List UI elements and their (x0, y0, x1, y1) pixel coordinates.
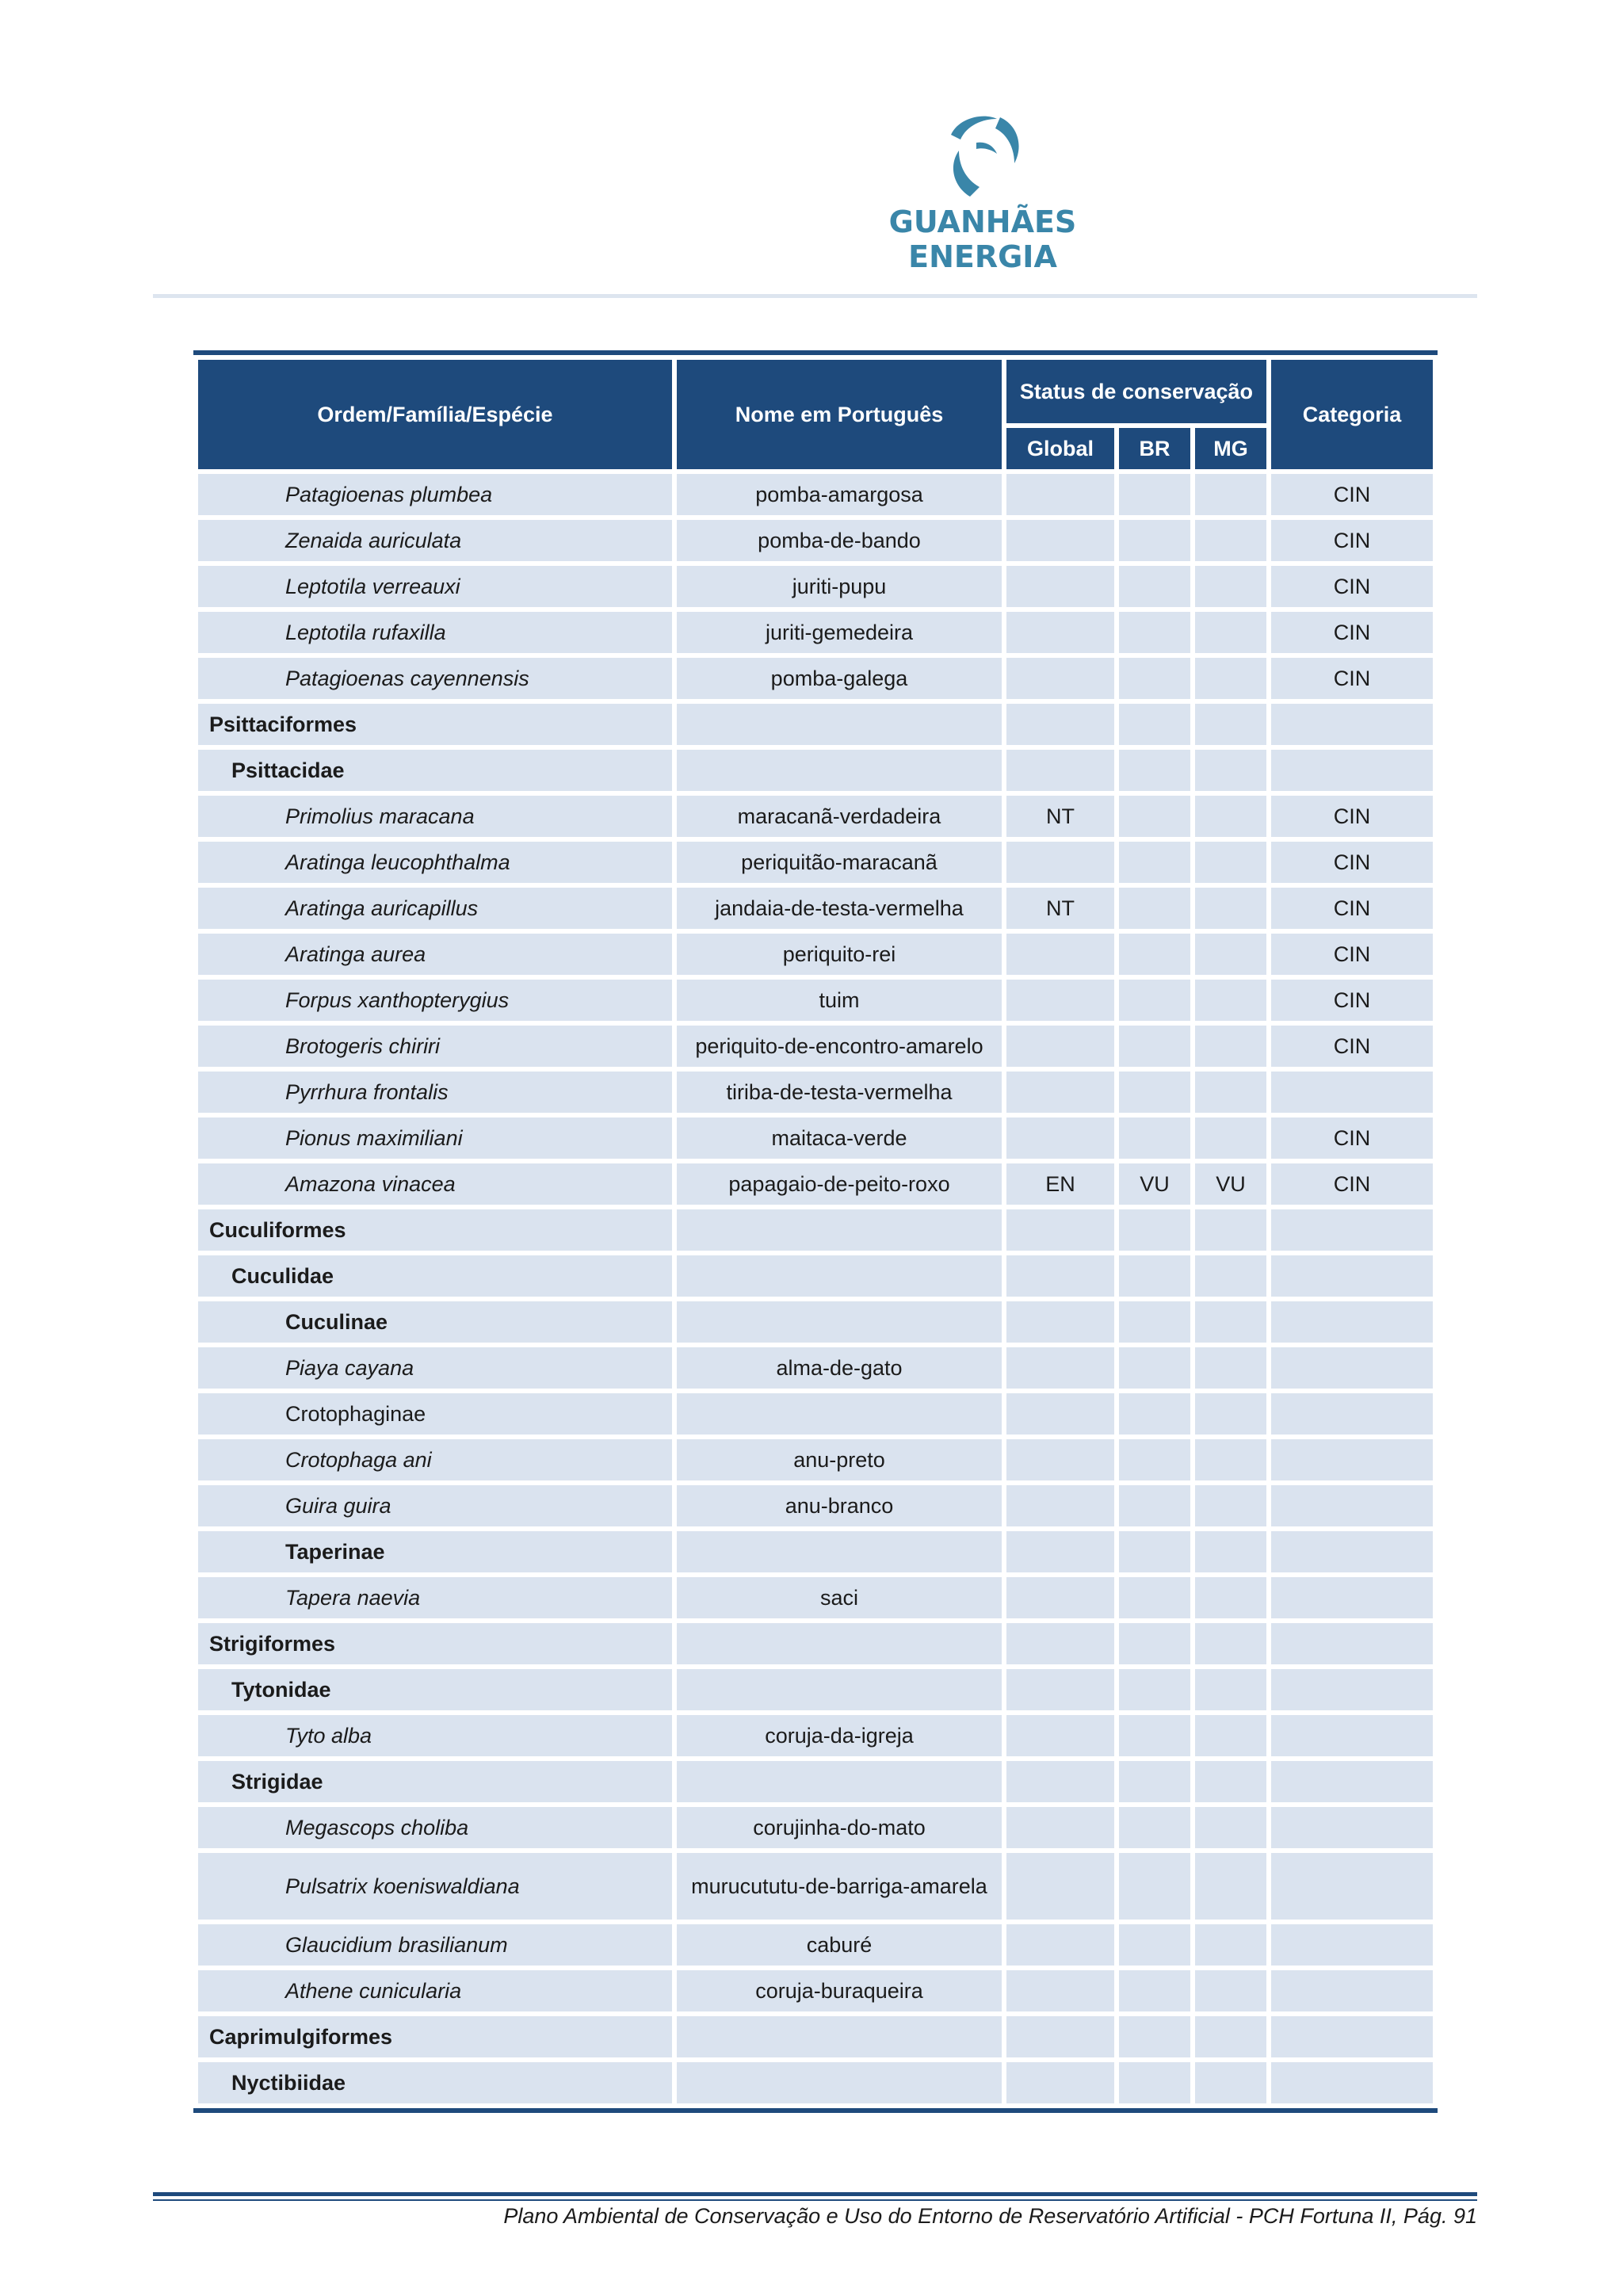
mg-status-cell (1195, 934, 1266, 975)
global-status-cell (1006, 612, 1114, 653)
global-status-cell (1006, 1577, 1114, 1618)
portuguese-name-cell: murucututu-de-barriga-amarela (677, 1853, 1002, 1920)
species-name-cell: Aratinga aurea (198, 934, 672, 975)
br-status-cell (1119, 750, 1190, 791)
global-status-cell: EN (1006, 1163, 1114, 1205)
mg-status-cell (1195, 1669, 1266, 1710)
species-name-cell: Strigidae (198, 1761, 672, 1802)
mg-status-cell (1195, 842, 1266, 883)
species-table (193, 350, 1438, 2113)
portuguese-name-cell: juriti-pupu (677, 566, 1002, 607)
category-cell (1271, 1209, 1433, 1251)
species-name-cell: Zenaida auriculata (198, 520, 672, 561)
br-status-cell (1119, 1531, 1190, 1572)
mg-status-cell (1195, 566, 1266, 607)
global-status-cell (1006, 1439, 1114, 1480)
portuguese-name-cell (677, 1761, 1002, 1802)
br-status-cell (1119, 704, 1190, 745)
footer-divider-thin (153, 2199, 1477, 2201)
table-row (198, 1853, 1433, 1920)
company-logo (824, 111, 1141, 274)
table-row (198, 474, 1433, 515)
portuguese-name-cell (677, 1209, 1002, 1251)
category-cell: CIN (1271, 796, 1433, 837)
species-name-cell: Athene cunicularia (198, 1970, 672, 2011)
portuguese-name-cell: juriti-gemedeira (677, 612, 1002, 653)
br-status-cell: VU (1119, 1163, 1190, 1205)
category-cell (1271, 1970, 1433, 2011)
table-row (198, 658, 1433, 699)
category-cell (1271, 1761, 1433, 1802)
mg-status-cell (1195, 888, 1266, 929)
swirl-logo-icon (935, 111, 1030, 202)
category-cell: CIN (1271, 1026, 1433, 1067)
table-row (198, 1347, 1433, 1389)
portuguese-name-cell (677, 1669, 1002, 1710)
global-status-cell (1006, 1485, 1114, 1526)
header-divider (153, 294, 1477, 298)
br-status-cell (1119, 474, 1190, 515)
species-name-cell: Pyrrhura frontalis (198, 1072, 672, 1113)
table-row (198, 1393, 1433, 1435)
global-status-cell (1006, 704, 1114, 745)
species-name-cell: Pionus maximiliani (198, 1117, 672, 1159)
br-status-cell (1119, 1255, 1190, 1297)
species-name-cell: Cuculinae (198, 1301, 672, 1343)
brand-name: GUANHÃES ENERGIA (888, 204, 1077, 274)
category-cell: CIN (1271, 934, 1433, 975)
table-row (198, 1807, 1433, 1848)
category-cell (1271, 1807, 1433, 1848)
species-name-cell: Crotophaga ani (198, 1439, 672, 1480)
category-cell: CIN (1271, 658, 1433, 699)
species-name-cell: Glaucidium brasilianum (198, 1924, 672, 1966)
category-cell (1271, 2016, 1433, 2057)
global-status-cell (1006, 1623, 1114, 1664)
br-status-cell (1119, 888, 1190, 929)
br-status-cell (1119, 658, 1190, 699)
header-mg: MG (1195, 428, 1266, 469)
table-row (198, 1531, 1433, 1572)
mg-status-cell (1195, 1393, 1266, 1435)
species-name-cell: Forpus xanthopterygius (198, 980, 672, 1021)
header-conservation-status: Status de conservação (1006, 360, 1266, 423)
mg-status-cell (1195, 796, 1266, 837)
category-cell: CIN (1271, 474, 1433, 515)
br-status-cell (1119, 1577, 1190, 1618)
species-name-cell: Cuculiformes (198, 1209, 672, 1251)
species-name-cell: Amazona vinacea (198, 1163, 672, 1205)
global-status-cell (1006, 934, 1114, 975)
br-status-cell (1119, 980, 1190, 1021)
global-status-cell: NT (1006, 796, 1114, 837)
category-cell: CIN (1271, 566, 1433, 607)
global-status-cell (1006, 1715, 1114, 1756)
species-name-cell: Strigiformes (198, 1623, 672, 1664)
br-status-cell (1119, 2062, 1190, 2103)
mg-status-cell (1195, 2062, 1266, 2103)
portuguese-name-cell (677, 1623, 1002, 1664)
category-cell (1271, 1393, 1433, 1435)
global-status-cell (1006, 2062, 1114, 2103)
table-row (198, 2062, 1433, 2103)
br-status-cell (1119, 1924, 1190, 1966)
table-row (198, 1439, 1433, 1480)
category-cell (1271, 1255, 1433, 1297)
mg-status-cell (1195, 1026, 1266, 1067)
mg-status-cell (1195, 750, 1266, 791)
species-name-cell: Patagioenas cayennensis (198, 658, 672, 699)
mg-status-cell (1195, 1439, 1266, 1480)
portuguese-name-cell (677, 1393, 1002, 1435)
footer-divider (153, 2192, 1477, 2196)
category-cell (1271, 1531, 1433, 1572)
global-status-cell (1006, 1301, 1114, 1343)
header-species: Ordem/Família/Espécie (198, 360, 672, 469)
portuguese-name-cell (677, 704, 1002, 745)
mg-status-cell (1195, 2016, 1266, 2057)
species-name-cell: Pulsatrix koeniswaldiana (198, 1853, 672, 1920)
category-cell (1271, 704, 1433, 745)
mg-status-cell (1195, 474, 1266, 515)
global-status-cell (1006, 1117, 1114, 1159)
br-status-cell (1119, 1485, 1190, 1526)
mg-status-cell (1195, 1485, 1266, 1526)
global-status-cell (1006, 474, 1114, 515)
category-cell (1271, 1669, 1433, 1710)
mg-status-cell (1195, 1347, 1266, 1389)
portuguese-name-cell: coruja-buraqueira (677, 1970, 1002, 2011)
portuguese-name-cell: pomba-amargosa (677, 474, 1002, 515)
br-status-cell (1119, 612, 1190, 653)
species-name-cell: Tytonidae (198, 1669, 672, 1710)
portuguese-name-cell: tuim (677, 980, 1002, 1021)
portuguese-name-cell (677, 1301, 1002, 1343)
mg-status-cell (1195, 1577, 1266, 1618)
mg-status-cell (1195, 1209, 1266, 1251)
table-row (198, 796, 1433, 837)
global-status-cell (1006, 658, 1114, 699)
table-body (198, 474, 1433, 2103)
br-status-cell (1119, 1072, 1190, 1113)
br-status-cell (1119, 842, 1190, 883)
portuguese-name-cell: maitaca-verde (677, 1117, 1002, 1159)
mg-status-cell (1195, 1117, 1266, 1159)
portuguese-name-cell: coruja-da-igreja (677, 1715, 1002, 1756)
global-status-cell (1006, 1347, 1114, 1389)
species-name-cell: Psittaciformes (198, 704, 672, 745)
header-category: Categoria (1271, 360, 1433, 469)
br-status-cell (1119, 796, 1190, 837)
table-row (198, 1117, 1433, 1159)
table-row (198, 1715, 1433, 1756)
global-status-cell (1006, 1970, 1114, 2011)
table-row (198, 566, 1433, 607)
mg-status-cell (1195, 1531, 1266, 1572)
species-name-cell: Leptotila verreauxi (198, 566, 672, 607)
footer-text: Plano Ambiental de Conservação e Uso do Entorno de Reservatório Artificial - PCH Fortuna II, Pág. 91 (503, 2204, 1477, 2228)
category-cell: CIN (1271, 612, 1433, 653)
species-name-cell: Tapera naevia (198, 1577, 672, 1618)
mg-status-cell (1195, 1255, 1266, 1297)
category-cell (1271, 1485, 1433, 1526)
species-name-cell: Leptotila rufaxilla (198, 612, 672, 653)
portuguese-name-cell: tiriba-de-testa-vermelha (677, 1072, 1002, 1113)
global-status-cell (1006, 1531, 1114, 1572)
table-row (198, 1209, 1433, 1251)
global-status-cell (1006, 520, 1114, 561)
mg-status-cell (1195, 1924, 1266, 1966)
mg-status-cell (1195, 1853, 1266, 1920)
global-status-cell (1006, 1209, 1114, 1251)
table-row (198, 1970, 1433, 2011)
br-status-cell (1119, 1347, 1190, 1389)
mg-status-cell (1195, 704, 1266, 745)
portuguese-name-cell: corujinha-do-mato (677, 1807, 1002, 1848)
table-row (198, 704, 1433, 745)
br-status-cell (1119, 2016, 1190, 2057)
br-status-cell (1119, 1853, 1190, 1920)
br-status-cell (1119, 1209, 1190, 1251)
global-status-cell (1006, 1669, 1114, 1710)
table-row (198, 2016, 1433, 2057)
category-cell (1271, 1439, 1433, 1480)
table-row (198, 520, 1433, 561)
br-status-cell (1119, 1393, 1190, 1435)
mg-status-cell (1195, 1970, 1266, 2011)
br-status-cell (1119, 1715, 1190, 1756)
species-name-cell: Caprimulgiformes (198, 2016, 672, 2057)
mg-status-cell (1195, 1623, 1266, 1664)
category-cell (1271, 1577, 1433, 1618)
species-name-cell: Aratinga auricapillus (198, 888, 672, 929)
portuguese-name-cell (677, 2062, 1002, 2103)
category-cell (1271, 1347, 1433, 1389)
mg-status-cell (1195, 1301, 1266, 1343)
portuguese-name-cell: anu-branco (677, 1485, 1002, 1526)
species-name-cell: Taperinae (198, 1531, 672, 1572)
table-row (198, 888, 1433, 929)
mg-status-cell (1195, 658, 1266, 699)
category-cell (1271, 1924, 1433, 1966)
global-status-cell (1006, 1853, 1114, 1920)
global-status-cell (1006, 1761, 1114, 1802)
category-cell (1271, 1715, 1433, 1756)
global-status-cell (1006, 1807, 1114, 1848)
mg-status-cell (1195, 1715, 1266, 1756)
mg-status-cell (1195, 520, 1266, 561)
category-cell (1271, 1072, 1433, 1113)
portuguese-name-cell: maracanã-verdadeira (677, 796, 1002, 837)
mg-status-cell (1195, 1761, 1266, 1802)
global-status-cell (1006, 1072, 1114, 1113)
table-row (198, 1301, 1433, 1343)
mg-status-cell (1195, 612, 1266, 653)
br-status-cell (1119, 566, 1190, 607)
br-status-cell (1119, 1026, 1190, 1067)
category-cell (1271, 1623, 1433, 1664)
species-name-cell: Aratinga leucophthalma (198, 842, 672, 883)
table-row (198, 1761, 1433, 1802)
portuguese-name-cell (677, 750, 1002, 791)
portuguese-name-cell: saci (677, 1577, 1002, 1618)
portuguese-name-cell: alma-de-gato (677, 1347, 1002, 1389)
category-cell: CIN (1271, 520, 1433, 561)
category-cell: CIN (1271, 888, 1433, 929)
category-cell (1271, 1301, 1433, 1343)
category-cell: CIN (1271, 1117, 1433, 1159)
mg-status-cell: VU (1195, 1163, 1266, 1205)
global-status-cell (1006, 1924, 1114, 1966)
species-name-cell: Megascops choliba (198, 1807, 672, 1848)
portuguese-name-cell: periquito-de-encontro-amarelo (677, 1026, 1002, 1067)
header-br: BR (1119, 428, 1190, 469)
species-name-cell: Piaya cayana (198, 1347, 672, 1389)
br-status-cell (1119, 1623, 1190, 1664)
portuguese-name-cell: periquitão-maracanã (677, 842, 1002, 883)
portuguese-name-cell (677, 2016, 1002, 2057)
species-name-cell: Brotogeris chiriri (198, 1026, 672, 1067)
table-row (198, 980, 1433, 1021)
table-row (198, 1485, 1433, 1526)
table-row (198, 1072, 1433, 1113)
table-row (198, 750, 1433, 791)
portuguese-name-cell: pomba-de-bando (677, 520, 1002, 561)
mg-status-cell (1195, 1807, 1266, 1848)
table-row (198, 934, 1433, 975)
species-name-cell: Crotophaginae (198, 1393, 672, 1435)
portuguese-name-cell: pomba-galega (677, 658, 1002, 699)
table-row (198, 1255, 1433, 1297)
species-name-cell: Cuculidae (198, 1255, 672, 1297)
portuguese-name-cell (677, 1255, 1002, 1297)
category-cell: CIN (1271, 842, 1433, 883)
table-row (198, 1924, 1433, 1966)
table-row (198, 1163, 1433, 1205)
table-row (198, 1623, 1433, 1664)
table-row (198, 612, 1433, 653)
portuguese-name-cell (677, 1531, 1002, 1572)
table-row (198, 842, 1433, 883)
header-global: Global (1006, 428, 1114, 469)
br-status-cell (1119, 520, 1190, 561)
species-name-cell: Tyto alba (198, 1715, 672, 1756)
global-status-cell (1006, 980, 1114, 1021)
br-status-cell (1119, 1970, 1190, 2011)
global-status-cell (1006, 2016, 1114, 2057)
br-status-cell (1119, 1301, 1190, 1343)
category-cell (1271, 750, 1433, 791)
global-status-cell (1006, 566, 1114, 607)
mg-status-cell (1195, 980, 1266, 1021)
category-cell (1271, 1853, 1433, 1920)
category-cell (1271, 2062, 1433, 2103)
global-status-cell (1006, 1393, 1114, 1435)
mg-status-cell (1195, 1072, 1266, 1113)
category-cell: CIN (1271, 1163, 1433, 1205)
portuguese-name-cell: jandaia-de-testa-vermelha (677, 888, 1002, 929)
species-name-cell: Nyctibiidae (198, 2062, 672, 2103)
species-table-container (193, 350, 1438, 2113)
global-status-cell (1006, 842, 1114, 883)
global-status-cell (1006, 1255, 1114, 1297)
portuguese-name-cell: anu-preto (677, 1439, 1002, 1480)
global-status-cell: NT (1006, 888, 1114, 929)
portuguese-name-cell: papagaio-de-peito-roxo (677, 1163, 1002, 1205)
br-status-cell (1119, 1761, 1190, 1802)
table-row (198, 1026, 1433, 1067)
species-name-cell: Psittacidae (198, 750, 672, 791)
species-name-cell: Primolius maracana (198, 796, 672, 837)
species-name-cell: Guira guira (198, 1485, 672, 1526)
br-status-cell (1119, 1669, 1190, 1710)
br-status-cell (1119, 934, 1190, 975)
species-name-cell: Patagioenas plumbea (198, 474, 672, 515)
global-status-cell (1006, 750, 1114, 791)
header-portuguese-name: Nome em Português (677, 360, 1002, 469)
portuguese-name-cell: caburé (677, 1924, 1002, 1966)
br-status-cell (1119, 1807, 1190, 1848)
portuguese-name-cell: periquito-rei (677, 934, 1002, 975)
table-row (198, 1577, 1433, 1618)
br-status-cell (1119, 1117, 1190, 1159)
category-cell: CIN (1271, 980, 1433, 1021)
br-status-cell (1119, 1439, 1190, 1480)
global-status-cell (1006, 1026, 1114, 1067)
table-row (198, 1669, 1433, 1710)
